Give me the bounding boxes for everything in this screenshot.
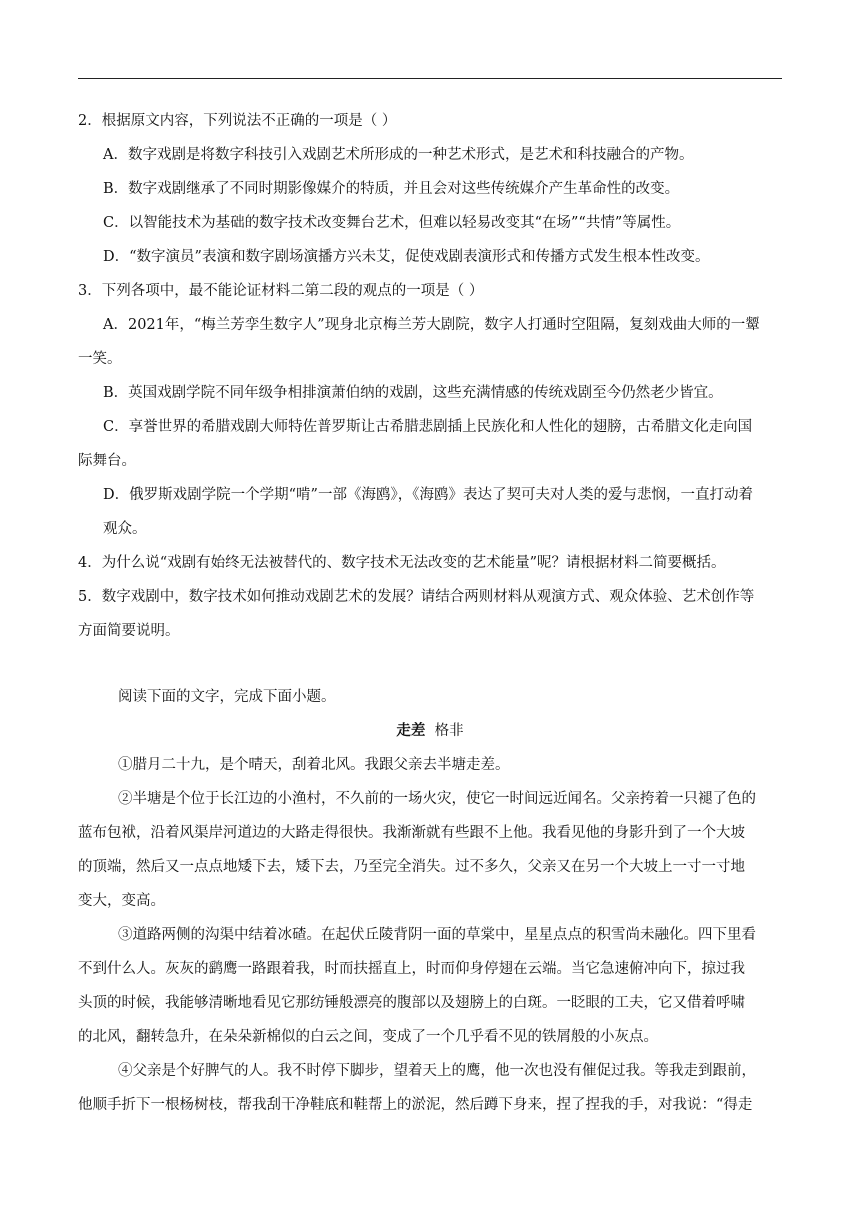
header-rule bbox=[78, 78, 782, 79]
paragraph-2-line4: 变大，变高。 bbox=[78, 893, 165, 909]
question-2-option-c: C．以智能技术为基础的数字技术改变舞台艺术，但难以轻易改变其“在场”“共情”等属性。 bbox=[103, 215, 681, 231]
question-5-line1: 5．数字戏剧中，数字技术如何推动戏剧艺术的发展？请结合两则材料从观演方式、观众体验、艺术创作等 bbox=[78, 589, 755, 605]
paragraph-3-line4: 的北风，翻转急升，在朵朵新棉似的白云之间，变成了一个几乎看不见的铁屑般的小灰点。 bbox=[78, 1029, 658, 1045]
paragraph-1: ①腊月二十九，是个晴天，刮着北风。我跟父亲去半塘走差。 bbox=[118, 757, 510, 773]
question-3-option-a-line2: 一笑。 bbox=[78, 351, 122, 367]
paragraph-2-line2: 蓝布包袱，沿着风渠岸河道边的大路走得很快。我渐渐就有些跟不上他。我看见他的身影升到了一个大坡 bbox=[78, 825, 745, 841]
paragraph-3-line2: 不到什么人。灰灰的鹞鹰一路跟着我，时而扶摇直上，时而仰身停翅在云端。当它急速俯冲向下，掠过我 bbox=[78, 961, 745, 977]
question-3-option-d-line2: 观众。 bbox=[103, 521, 147, 537]
question-3-option-c-line1: C．享誉世界的希腊戏剧大师特佐普罗斯让古希腊悲剧插上民族化和人性化的翅膀，古希腊文化走向国 bbox=[103, 419, 753, 435]
paragraph-3-line1: ③道路两侧的沟渠中结着冰碴。在起伏丘陵背阴一面的草棠中，星星点点的积雪尚未融化。四下里看 bbox=[118, 927, 756, 943]
passage-title: 走差 bbox=[396, 722, 426, 739]
question-2-stem: 2．根据原文内容，下列说法不正确的一项是（ ） bbox=[78, 113, 397, 129]
paragraph-2-line3: 的顶端，然后又一点点地矮下去，矮下去，乃至完全消失。过不多久，父亲又在另一个大坡上一寸一寸地 bbox=[78, 859, 745, 875]
paragraph-4-line1: ④父亲是个好脾气的人。我不时停下脚步，望着天上的鹰，他一次也没有催促过我。等我走到跟前， bbox=[118, 1063, 756, 1079]
question-2-option-d: D．“数字演员”表演和数字剧场演播方兴未艾，促使戏剧表演形式和传播方式发生根本性改变。 bbox=[103, 249, 710, 265]
question-5-line2: 方面简要说明。 bbox=[78, 623, 180, 639]
passage-heading bbox=[0, 721, 860, 741]
reading-intro: 阅读下面的文字，完成下面小题。 bbox=[118, 689, 336, 705]
paragraph-4-line2: 他顺手折下一根杨树枝，帮我刮干净鞋底和鞋帮上的淤泥，然后蹲下身来，捏了捏我的手，对我说：“得走 bbox=[78, 1097, 753, 1113]
question-2-option-a: A．数字戏剧是将数字科技引入戏剧艺术所形成的一种艺术形式，是艺术和科技融合的产物。 bbox=[103, 147, 694, 163]
question-3-option-b: B．英国戏剧学院不同年级争相排演萧伯纳的戏剧，这些充满情感的传统戏剧至今仍然老少皆宜。 bbox=[103, 385, 723, 401]
question-2-option-b: B．数字戏剧继承了不同时期影像媒介的特质，并且会对这些传统媒介产生革命性的改变。 bbox=[103, 181, 680, 197]
paragraph-2-line1: ②半塘是个位于长江边的小渔村，不久前的一场火灾，使它一时间远近闻名。父亲挎着一只褪了色的 bbox=[118, 791, 756, 807]
question-4: 4．为什么说“戏剧有始终无法被替代的、数字技术无法改变的艺术能量”呢？请根据材料二简要概括。 bbox=[78, 555, 726, 571]
question-3-option-c-line2: 际舞台。 bbox=[78, 453, 136, 469]
question-3-option-a-line1: A．2021年，“梅兰芳孪生数字人”现身北京梅兰芳大剧院，数字人打通时空阻隔，复刻戏曲大师的一颦 bbox=[103, 317, 760, 333]
question-3-option-d-line1: D．俄罗斯戏剧学院一个学期“啃”一部《海鸥》，《海鸥》表达了契可夫对人类的爱与悲悯，一直打动着 bbox=[103, 487, 753, 503]
passage-author: 格非 bbox=[434, 723, 464, 739]
question-3-stem: 3．下列各项中，最不能论证材料二第二段的观点的一项是（ ） bbox=[78, 283, 484, 299]
paragraph-3-line3: 头顶的时候，我能够清晰地看见它那纺锤般漂亮的腹部以及翅膀上的白斑。一眨眼的工夫，它又借着呼啸 bbox=[78, 995, 745, 1011]
